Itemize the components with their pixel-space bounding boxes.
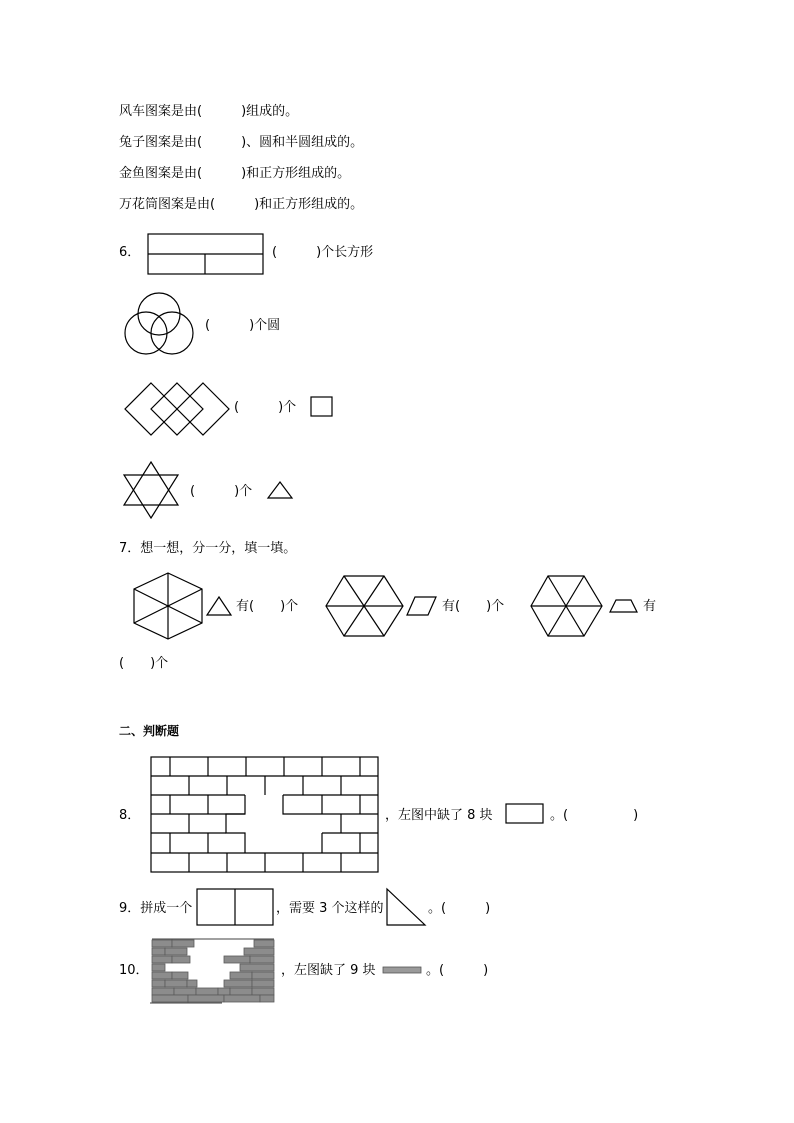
q7-hexagon-trapezoids-figure [530, 575, 604, 639]
q6-square-label: ( )个 [234, 400, 297, 415]
q7-title: 7．想一想，分一分，填一填。 [119, 541, 297, 556]
fill-line-pinwheel: 风车图案是由( )组成的。 [119, 104, 299, 119]
right-triangle-icon [386, 888, 430, 928]
fill-line-kaleidoscope: 万花筒图案是由( )和正方形组成的。 [119, 197, 364, 212]
q7-part3-label: 有 [643, 599, 657, 614]
gray-brick-icon [382, 966, 424, 976]
q6-rectangles-figure [147, 233, 267, 277]
q8-text-pre: ，左图中缺了 8 块 [385, 808, 493, 823]
parallelogram-icon [406, 596, 438, 618]
q9-rectangle-figure [196, 888, 276, 928]
q10-text-pre: ，左图缺了 9 块 [281, 963, 376, 978]
q10-number: 10． [119, 963, 149, 978]
q10-text-post: 。( ) [426, 963, 489, 978]
q6-diamonds-figure [124, 382, 234, 438]
q8-number: 8． [119, 808, 141, 823]
q9-text-post: 。( ) [428, 901, 491, 916]
q7-continued-label: ( )个 [119, 656, 169, 671]
q7-hexagon-triangles-figure [130, 571, 208, 641]
brick-icon [505, 803, 545, 825]
fill-line-rabbit: 兔子图案是由( )、圆和半圆组成的。 [119, 135, 364, 150]
q10-brick-wall-figure [148, 938, 278, 1004]
square-icon [310, 396, 334, 418]
q7-hexagon-parallelograms-figure [325, 575, 405, 639]
q9-text-mid: ，需要 3 个这样的 [276, 901, 384, 916]
q6-number: 6． [119, 245, 141, 260]
q6-rect-label: ( )个长方形 [272, 245, 374, 260]
trapezoid-icon [609, 599, 641, 617]
section-2-title: 二、判断题 [119, 724, 180, 738]
q7-part1-label: 有( )个 [236, 599, 299, 614]
q9-text-pre: 9．拼成一个 [119, 901, 193, 916]
q6-circles-figure [124, 292, 194, 358]
q8-brick-wall-figure [150, 756, 380, 874]
fill-line-goldfish: 金鱼图案是由( )和正方形组成的。 [119, 166, 351, 181]
q6-circle-label: ( )个圆 [205, 318, 281, 333]
triangle-icon [267, 481, 295, 501]
q8-text-post: 。( ) [550, 808, 639, 823]
triangle-icon [206, 596, 234, 618]
q6-triangle-label: ( )个 [190, 484, 253, 499]
q7-part2-label: 有( )个 [442, 599, 505, 614]
q6-star-figure [122, 461, 182, 521]
